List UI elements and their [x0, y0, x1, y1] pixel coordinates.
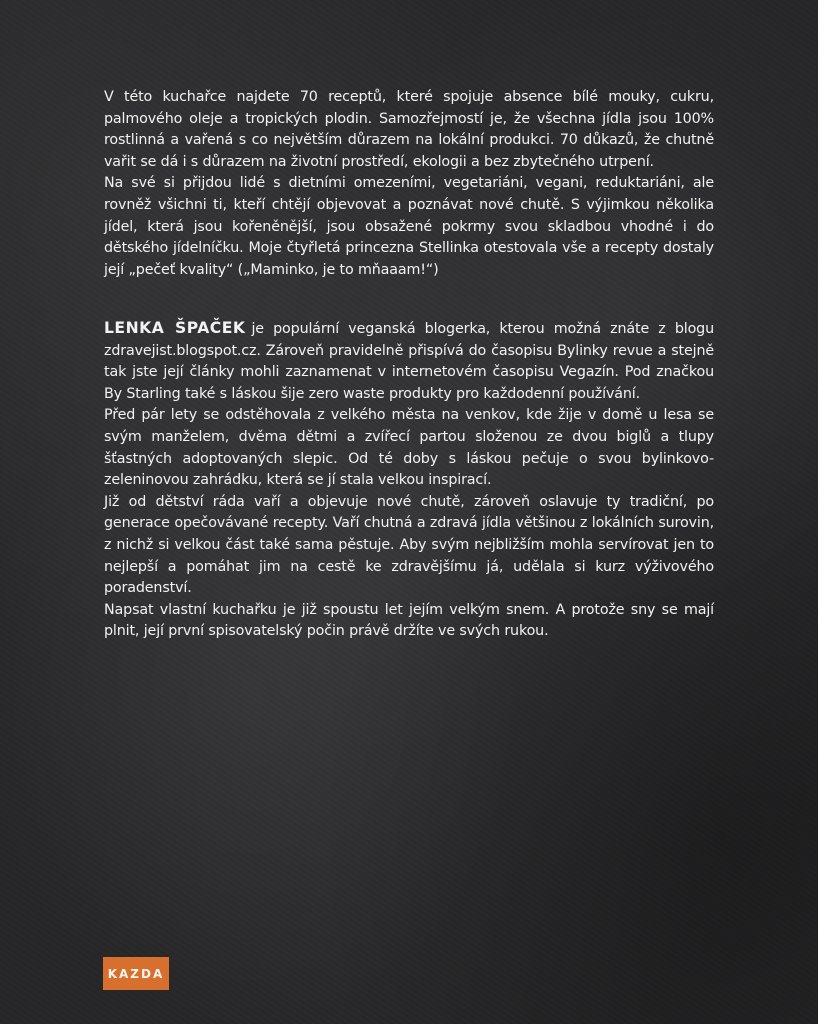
- blurb-paragraph: Na své si přijdou lidé s dietními omezeními, vegetariáni, vegani, reduktariáni, ale rovněž všichni ti, kteří chtějí objevovat a poznávat nové chutě. S výjimkou několika jídel, která jsou kořeněnější, jsou obsažené pokrmy svou skladbou vhodné i do dětského jídelníčku. Moje čtyřletá princezna Stellinka otestovala vše a recepty dostaly její „pečeť kvality“ („Maminko, je to mňaaam!“): [104, 175, 714, 278]
- author-bio-paragraph: Napsat vlastní kuchařku je již spoustu let jejím velkým snem. A protože sny se mají plnit, její první spisovatelský počin právě držíte ve svých rukou.: [104, 601, 714, 640]
- author-bio-paragraph: [104, 318, 714, 405]
- blurb-paragraph: V této kuchařce najdete 70 receptů, které spojuje absence bílé mouky, cukru, palmového oleje a tropických plodin. Samozřejmostí je, že všechna jídla jsou 100% rostlinná a vařená s co největším důrazem na lokální produkci. 70 důkazů, že chutně vařit se dá i s důrazem na životní prostředí, ekologii a bez zbytečného utrpení.: [104, 89, 714, 170]
- publisher-logo: [103, 957, 169, 990]
- author-bio-intro: je populární veganská blogerka, kterou možná znáte z blogu zdravejist.blogspot.cz. Zároveň pravidelně přispívá do časopisu Bylinky revue a stejně tak jste její články mohli zaznamenat v internetovém časopisu Vegazín. Pod značkou By Starling také s láskou šije zero waste produkty pro každodenní používání.: [104, 321, 714, 402]
- author-bio: [104, 318, 714, 643]
- publisher-logo-text: KAZDA: [107, 966, 165, 981]
- book-blurb: [104, 87, 714, 281]
- author-bio-paragraph: Před pár lety se odstěhovala z velkého města na venkov, kde žije v domě u lesa se svým manželem, dvěma dětmi a zvířecí partou složenou ze dvou biglů a tlupy šťastných adoptovaných slepic. Od té doby s láskou pečuje o svou bylinkovo-zeleninovou zahrádku, která se jí stala velkou inspirací.: [104, 407, 714, 489]
- author-bio-paragraph: Již od dětství ráda vaří a objevuje nové chutě, zároveň oslavuje ty tradiční, po generace opečovávané recepty. Vaří chutná a zdravá jídla většinou z lokálních surovin, z nichž si velkou část také sama pěstuje. Aby svým nejbližším mohla servírovat jen to nejlepší a pomáhat jim na cestě ke zdravějšímu já, udělala si kurz výživového poradenství.: [104, 493, 714, 597]
- author-name: LENKA ŠPAČEK: [104, 319, 246, 337]
